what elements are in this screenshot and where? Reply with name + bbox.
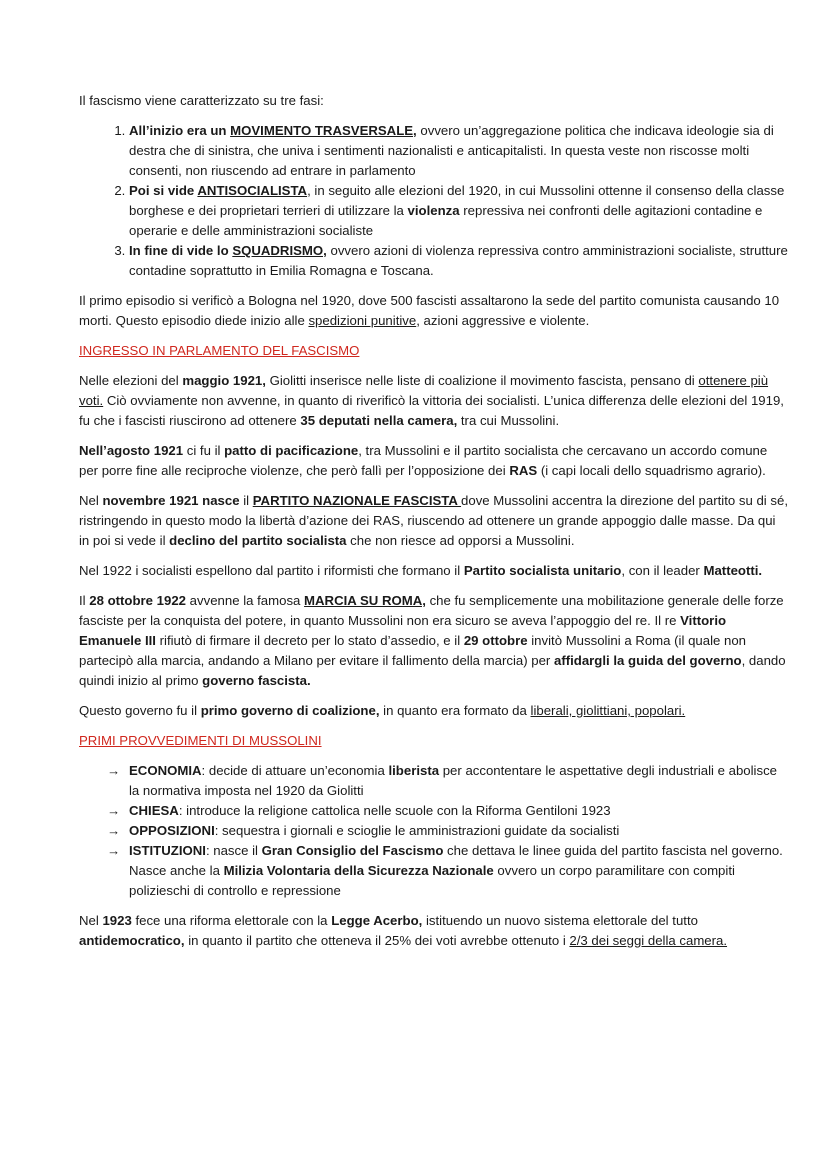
- phase-lead: In fine di vide lo: [129, 243, 233, 258]
- phases-list: [79, 121, 788, 281]
- measure-item: → CHIESA: introduce la religione cattolica nelle scuole con la Riforma Gentiloni 1923: [107, 801, 788, 821]
- paragraph-bologna: Il primo episodio si verificò a Bologna nel 1920, dove 500 fascisti assaltarono la sede del partito comunista causando 10 morti. Questo episodio diede inizio alle spedizioni punitive, azioni aggressive e violente.: [79, 293, 780, 328]
- arrow-right-icon: →: [107, 843, 121, 858]
- measure-item: → ECONOMIA: decide di attuare un’economia liberista per accontentare le aspettative degli industriali e abolisce la normativa imposta nel 1920 da Giolitti: [107, 763, 778, 798]
- phase-lead: Poi si vide: [129, 183, 198, 198]
- measure-item: → OPPOSIZIONI: sequestra i giornali e scioglie le amministrazioni guidate da socialisti: [107, 821, 788, 841]
- phase-text: ovvero un’aggregazione politica che indicava ideologie sia di destra che di sinistra, che univa i sentimenti nazionalisti e anticapitalisti. In questa veste non riscosse molti consenti, non riuscendo ad entrare in parlamento: [129, 123, 774, 178]
- section-heading-provvedimenti: PRIMI PROVVEDIMENTI DI MUSSOLINI: [79, 733, 322, 748]
- paragraph-1923: Nel 1923 fece una riforma elettorale con la Legge Acerbo, istituendo un nuovo sistema elettorale del tutto antidemocratico, in quanto il partito che otteneva il 25% dei voti avrebbe ottenuto i 2/3 dei seggi della camera.: [79, 913, 728, 948]
- arrow-right-icon: →: [107, 803, 121, 818]
- phase-item: [129, 181, 788, 241]
- measures-list: [79, 761, 788, 901]
- paragraph-novembre: Nel novembre 1921 nasce il PARTITO NAZIONALE FASCISTA dove Mussolini accentra la direzione del partito su di sé, ristringendo in questo modo la libertà d’azione dei RAS, riuscendo ad ottenere un grande appoggio dalle masse. Da qui in poi si vede il declino del partito socialista che non riesce ad opporsi a Mussolini.: [79, 493, 788, 548]
- phase-item: [129, 121, 788, 181]
- paragraph-governo: Questo governo fu il primo governo di coalizione, in quanto era formato da liberali, giolittiani, popolari.: [79, 703, 686, 718]
- phase-keyword: MOVIMENTO TRASVERSALE,: [230, 123, 417, 138]
- section-heading-parlamento: INGRESSO IN PARLAMENTO DEL FASCISMO: [79, 343, 360, 358]
- phase-text: repressiva nei confronti delle agitazioni contadine e operarie e delle amministrazioni socialiste: [129, 203, 763, 238]
- intro-text: Il fascismo viene caratterizzato su tre fasi:: [79, 93, 324, 108]
- paragraph-marcia: Il 28 ottobre 1922 avvenne la famosa MARCIA SU ROMA, che fu semplicemente una mobilitazione generale delle forze fasciste per la conquista del potere, in quanto Mussolini non era sicuro se aveva l’appoggio del re. Il re Vittorio Emanuele III rifiutò di firmare il decreto per lo stato d’assedio, e il 29 ottobre invitò Mussolini a Roma (il quale non partecipò alla marcia, andando a Milano per evitare il fallimento della marcia) per affidargli la guida del governo, dando quindi inizio al primo governo fascista.: [79, 593, 786, 688]
- phase-lead: All’inizio era un: [129, 123, 231, 138]
- phase-keyword: ANTISOCIALISTA: [197, 183, 308, 198]
- phase-bold: violenza: [407, 203, 460, 218]
- phase-item: [129, 241, 788, 281]
- phase-text: , in seguito alle elezioni del 1920, in cui Mussolini ottenne il consenso della classe borghese e dei proprietari terrieri di utilizzare la: [129, 183, 785, 218]
- paragraph-agosto: Nell’agosto 1921 ci fu il patto di pacificazione, tra Mussolini e il partito socialista che cercavano un accordo comune per porre fine alle reciproche violenze, che però fallì per l’opposizione dei RAS (i capi locali dello squadrismo agrario).: [79, 443, 768, 478]
- arrow-right-icon: →: [107, 763, 121, 778]
- measure-item: → ISTITUZIONI: nasce il Gran Consiglio del Fascismo che dettava le linee guida del partito fascista nel governo. Nasce anche la Milizia Volontaria della Sicurezza Nazionale ovvero un corpo paramilitare con compiti polizieschi di controllo e repressione: [107, 843, 783, 898]
- paragraph-1921: Nelle elezioni del maggio 1921, Giolitti inserisce nelle liste di coalizione il movimento fascista, pensano di ottenere più voti. Ciò ovviamente non avvenne, in quanto di riverificò la vittoria dei socialisti. L’unica differenza delle elezioni del 1919, fu che i fascisti riuscirono ad ottenere 35 deputati nella camera, tra cui Mussolini.: [79, 373, 784, 428]
- paragraph-1922: Nel 1922 i socialisti espellono dal partito i riformisti che formano il Partito socialista unitario, con il leader Matteotti.: [79, 563, 763, 578]
- phase-text: ovvero azioni di violenza repressiva contro amministrazioni socialiste, strutture contadine soprattutto in Emilia Romagna e Toscana.: [129, 243, 788, 278]
- phase-keyword: SQUADRISMO,: [232, 243, 327, 258]
- arrow-right-icon: →: [107, 823, 121, 838]
